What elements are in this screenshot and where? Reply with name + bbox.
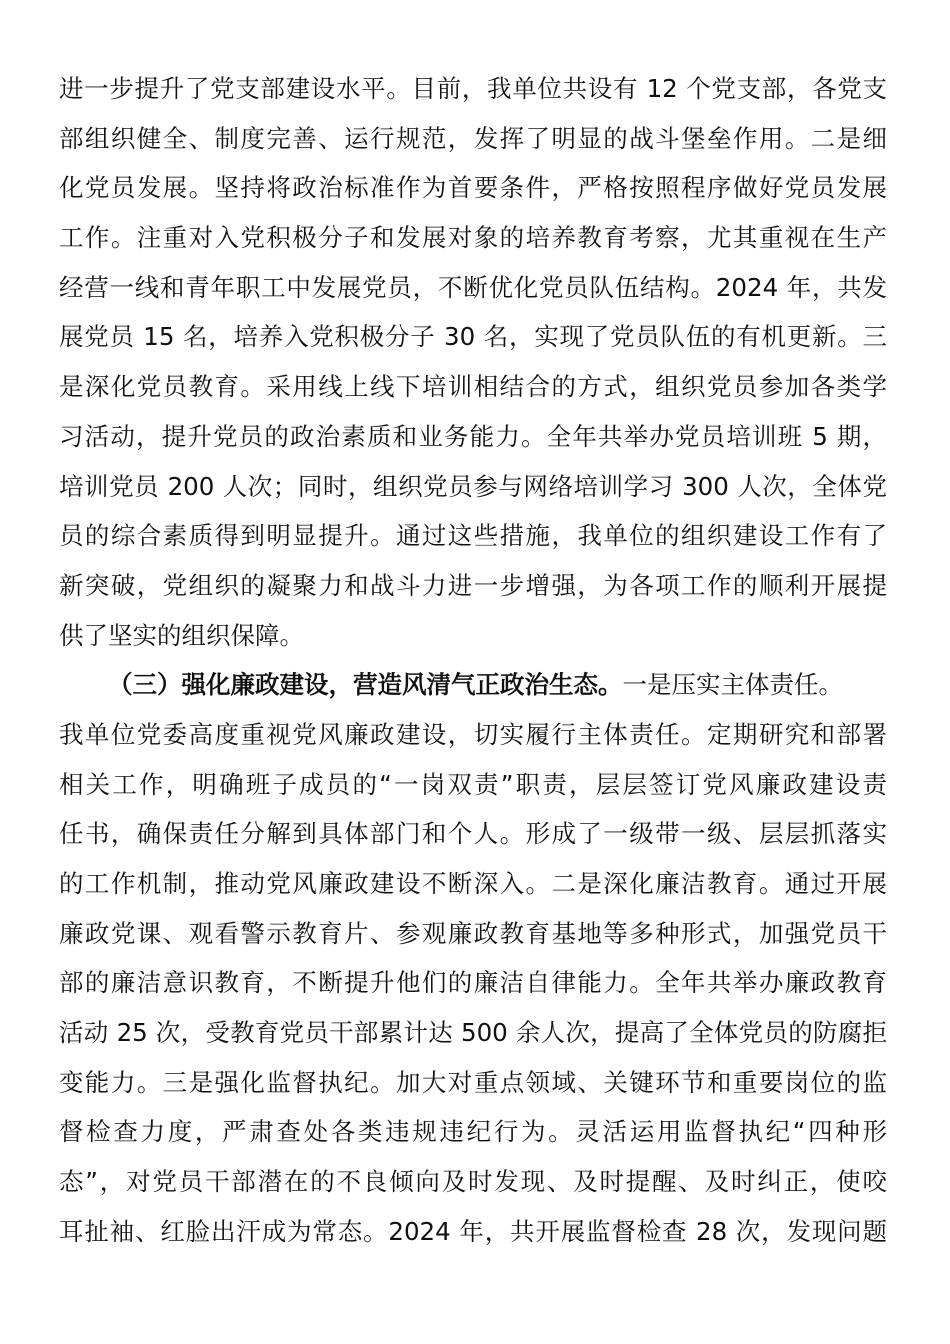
text-line: 供了坚实的组织保障。: [59, 620, 304, 650]
text-line: 我单位党委高度重视党风廉政建设，切实履行主体责任。定期研究和部署: [59, 719, 887, 749]
text-line: 的工作机制，推动党风廉政建设不断深入。二是深化廉洁教育。通过开展: [59, 869, 887, 898]
text-line: 部组织健全、制度完善、运行规范，发挥了明显的战斗堡垒作用。二是细: [59, 123, 887, 153]
heading-line-rest: 一是压实主体责任。: [622, 670, 843, 700]
text-line: 新突破，党组织的凝聚力和战斗力进一步增强，为各项工作的顺利开展提: [59, 570, 887, 600]
text-line: 相关工作，明确班子成员的“一岗双责”职责，层层签订党风廉政建设责: [59, 769, 887, 799]
text-line: 进一步提升了党支部建设水平。目前，我单位共设有 12 个党支部，各党支: [59, 74, 887, 103]
text-line: 工作。注重对入党积极分子和发展对象的培养教育考察，尤其重视在生产: [59, 223, 887, 253]
text-line: 耳扯袖、红脸出汗成为常态。2024 年，共开展监督检查 28 次，发现问题: [59, 1216, 887, 1246]
text-line: 习活动，提升党员的政治素质和业务能力。全年共举办党员培训班 5 期，: [59, 421, 887, 451]
paragraph-organization-building: [59, 64, 887, 660]
text-line: 经营一线和青年职工中发展党员，不断优化党员队伍结构。2024 年，共发: [59, 272, 887, 302]
text-line: 活动 25 次，受教育党员干部累计达 500 余人次，提高了全体党员的防腐拒: [59, 1018, 887, 1048]
paragraph-integrity-building: [59, 660, 887, 1256]
text-line: 态”，对党员干部潜在的不良倾向及时发现、及时提醒、及时纠正，使咬: [59, 1167, 887, 1197]
text-line: 廉政党课、观看警示教育片、参观廉政教育基地等多种形式，加强党员干: [59, 918, 887, 948]
text-line: 化党员发展。坚持将政治标准作为首要条件，严格按照程序做好党员发展: [59, 173, 887, 203]
text-line: 任书，确保责任分解到具体部门和个人。形成了一级带一级、层层抓落实: [59, 819, 887, 849]
document-body: [59, 64, 887, 1257]
text-line: 督检查力度，严肃查处各类违规违纪行为。灵活运用监督执纪“四种形: [59, 1117, 887, 1147]
text-line: 是深化党员教育。采用线上线下培训相结合的方式，组织党员参加各类学: [59, 372, 887, 402]
section-heading-line: [59, 660, 887, 710]
section-heading: （三）强化廉政建设，营造风清气正政治生态。: [108, 670, 623, 700]
text-line: 员的综合素质得到明显提升。通过这些措施，我单位的组织建设工作有了: [59, 521, 887, 551]
text-line: 变能力。三是强化监督执纪。加大对重点领域、关键环节和重要岗位的监: [59, 1067, 887, 1097]
text-line: 部的廉洁意识教育，不断提升他们的廉洁自律能力。全年共举办廉政教育: [59, 968, 887, 998]
text-line: 展党员 15 名，培养入党积极分子 30 名，实现了党员队伍的有机更新。三: [59, 322, 887, 352]
text-line: 培训党员 200 人次；同时，组织党员参与网络培训学习 300 人次，全体党: [59, 471, 887, 501]
